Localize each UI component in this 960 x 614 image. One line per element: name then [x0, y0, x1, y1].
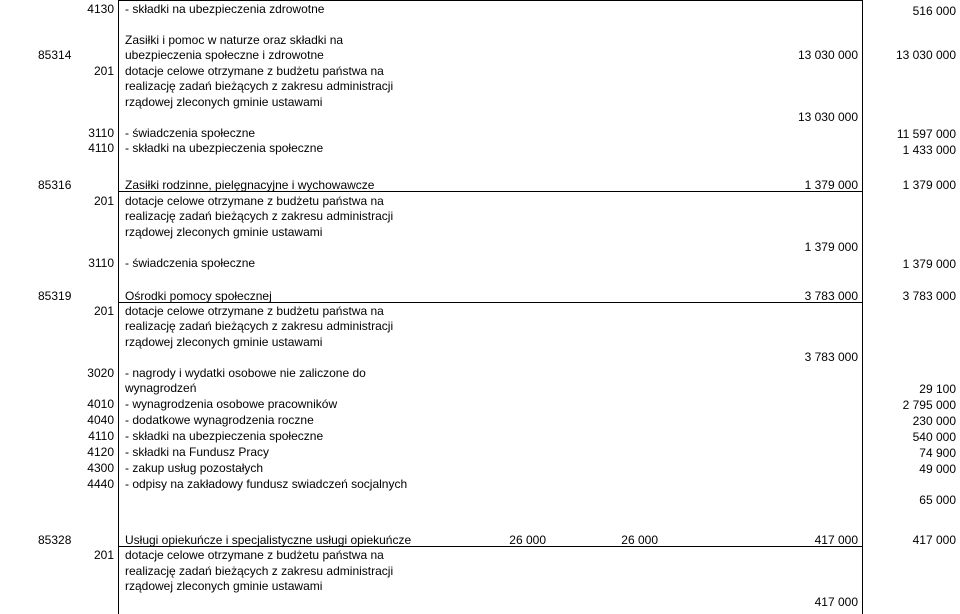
account-code: 4110: [88, 429, 114, 443]
row-description: realizację zadań bieżących z zakresu administracji: [125, 319, 394, 333]
amount-lower: 3 783 000: [804, 289, 858, 303]
row-description: - dodatkowe wynagrodzenia roczne: [125, 413, 314, 427]
row-description: dotacje celowe otrzymane z budżetu państwa na: [125, 304, 384, 318]
amount-right: 540 000: [912, 430, 956, 444]
section-code: 85314: [38, 48, 72, 62]
row-description: rządowej zleconych gminie ustawami: [125, 225, 323, 239]
row-description: realizację zadań bieżących z zakresu administracji: [125, 79, 394, 93]
row-description: - odpisy na zakładowy fundusz swiadczeń socjalnych: [125, 477, 408, 491]
amount-column-b: 26 000: [621, 533, 658, 547]
account-code: 4120: [87, 445, 114, 459]
amount-right: 49 000: [919, 462, 956, 476]
row-description: dotacje celowe otrzymane z budżetu państwa na: [125, 194, 384, 208]
col-border-right: [862, 0, 863, 614]
row-description: rządowej zleconych gminie ustawami: [125, 579, 323, 593]
account-code: 4040: [87, 413, 114, 427]
account-code: 4110: [88, 141, 114, 155]
account-code: 201: [93, 64, 114, 78]
row-description: realizację zadań bieżących z zakresu administracji: [125, 209, 394, 223]
amount-column-a: 26 000: [509, 533, 546, 547]
amount-right: 13 030 000: [895, 48, 956, 62]
section-code: 85319: [38, 289, 72, 303]
amount-right: 3 783 000: [902, 289, 956, 303]
row-description: rządowej zleconych gminie ustawami: [125, 335, 323, 349]
amount-right: 2 795 000: [902, 398, 956, 412]
row-description: Zasiłki i pomoc w naturze oraz składki na: [125, 33, 344, 47]
account-code: 3110: [88, 256, 114, 270]
row-border-top: [118, 0, 862, 1]
account-code: 3110: [88, 126, 114, 140]
row-description: - składki na ubezpieczenia społeczne: [125, 141, 324, 155]
row-description: Zasiłki rodzinne, pielęgnacyjne i wychowawcze: [125, 178, 375, 192]
amount-right: 65 000: [919, 493, 956, 507]
account-code: 201: [93, 194, 114, 208]
section-code: 85328: [38, 533, 72, 547]
row-description: Usługi opiekuńcze i specjalistyczne usługi opiekuńcze: [125, 533, 412, 547]
amount-lower: 1 379 000: [804, 240, 858, 254]
account-code: 4010: [87, 397, 114, 411]
account-code: 4300: [87, 461, 114, 475]
amount-lower: 1 379 000: [804, 178, 858, 192]
amount-lower: 417 000: [814, 533, 858, 547]
row-description: Ośrodki pomocy społecznej: [125, 289, 272, 303]
section-code: 85316: [38, 178, 72, 192]
row-description: dotacje celowe otrzymane z budżetu państwa na: [125, 64, 384, 78]
amount-right: 1 433 000: [902, 143, 956, 157]
account-code: 4440: [87, 477, 114, 491]
amount-right: 417 000: [912, 533, 956, 547]
row-description: wynagrodzeń: [125, 381, 197, 395]
amount-right: 29 100: [919, 382, 956, 396]
amount-lower: 13 030 000: [797, 110, 858, 124]
amount-lower: 13 030 000: [797, 48, 858, 62]
row-description: dotacje celowe otrzymane z budżetu państwa na: [125, 548, 384, 562]
amount-right: 1 379 000: [902, 257, 956, 271]
row-description: ubezpieczenia społeczne i zdrowotne: [125, 48, 324, 62]
amount-lower: 417 000: [814, 595, 858, 609]
account-code: 201: [93, 548, 114, 562]
row-description: - nagrody i wydatki osobowe nie zaliczone do: [125, 366, 366, 380]
row-description: - świadczenia społeczne: [125, 126, 256, 140]
amount-right: 74 900: [919, 446, 956, 460]
row-description: - świadczenia społeczne: [125, 256, 256, 270]
amount-right: 1 379 000: [902, 178, 956, 192]
row-description: rządowej zleconych gminie ustawami: [125, 95, 323, 109]
row-description: - składki na ubezpieczenia społeczne: [125, 429, 324, 443]
amount-lower: 3 783 000: [804, 350, 858, 364]
row-description: realizację zadań bieżących z zakresu administracji: [125, 564, 394, 578]
row-description: - zakup usług pozostałych: [125, 461, 264, 475]
row-description: - składki na ubezpieczenia zdrowotne: [125, 2, 325, 16]
amount-right: 230 000: [912, 414, 956, 428]
account-code: 201: [93, 304, 114, 318]
amount-right: 516 000: [912, 4, 956, 18]
account-code: 3020: [87, 366, 114, 380]
col-border-left: [118, 0, 119, 614]
amount-right: 11 597 000: [896, 127, 956, 141]
row-description: - wynagrodzenia osobowe pracowników: [125, 397, 338, 411]
account-code: 4130: [87, 2, 114, 16]
row-description: - składki na Fundusz Pracy: [125, 445, 270, 459]
